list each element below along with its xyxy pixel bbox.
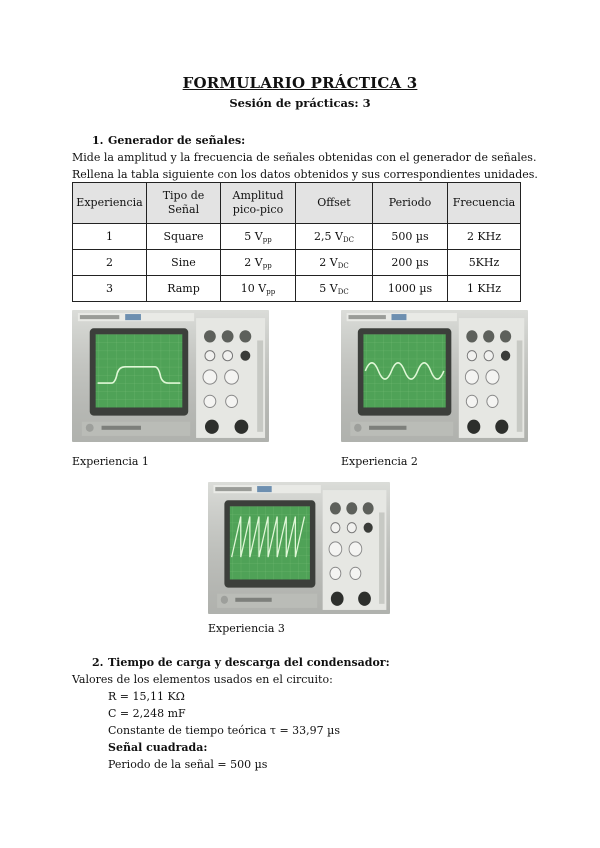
header-experiencia: Experiencia [73, 183, 147, 224]
header-amplitud: Amplitud pico-pico [221, 183, 296, 224]
oscilloscope-photo-3 [208, 482, 390, 614]
cell-exp: 3 [73, 276, 147, 302]
section-1-number: 1. [92, 134, 104, 147]
signals-table [72, 182, 521, 302]
header-offset: Offset [296, 183, 373, 224]
header-frecuencia: Frecuencia [448, 183, 521, 224]
capacitor-value: C = 2,248 mF [108, 707, 186, 720]
cell-periodo: 200 µs [373, 250, 448, 276]
header-tipo: Tipo de Señal [147, 183, 221, 224]
section-1-instruction-2: Rellena la tabla siguiente con los datos obtenidos y sus correspondientes unidades. [72, 168, 538, 181]
caption-experiencia-2: Experiencia 2 [341, 455, 418, 468]
signal-period: Periodo de la señal = 500 µs [108, 758, 268, 771]
header-periodo: Periodo [373, 183, 448, 224]
caption-experiencia-1: Experiencia 1 [72, 455, 149, 468]
cell-tipo: Ramp [147, 276, 221, 302]
cell-frecuencia: 5KHz [448, 250, 521, 276]
cell-offset: 5 $V_{DC}$ [296, 276, 373, 302]
cell-amp: 2 $V_{pp}$ [221, 250, 296, 276]
section-2-number: 2. [92, 656, 104, 669]
section-1-heading: Generador de señales: [108, 134, 246, 147]
session-subtitle: Sesión de prácticas: 3 [229, 96, 371, 110]
section-2-heading: Tiempo de carga y descarga del condensador: [108, 656, 390, 669]
cell-amp: 10 $V_{pp}$ [221, 276, 296, 302]
cell-frecuencia: 1 KHz [448, 276, 521, 302]
resistor-value: R = 15,11 KΩ [108, 690, 185, 703]
table-header-row [73, 183, 521, 224]
table-row [73, 276, 521, 302]
cell-tipo: Square [147, 224, 221, 250]
cell-tipo: Sine [147, 250, 221, 276]
oscilloscope-photo-2 [341, 310, 528, 442]
cell-amp: 5 $V_{pp}$ [221, 224, 296, 250]
table-row [73, 250, 521, 276]
cell-offset: 2 $V_{DC}$ [296, 250, 373, 276]
square-signal-heading: Señal cuadrada: [108, 741, 208, 754]
caption-experiencia-3: Experiencia 3 [208, 622, 285, 635]
cell-frecuencia: 2 KHz [448, 224, 521, 250]
cell-exp: 1 [73, 224, 147, 250]
time-constant: Constante de tiempo teórica τ = 33,97 µs [108, 724, 340, 737]
cell-periodo: 1000 µs [373, 276, 448, 302]
section-1-instruction-1: Mide la amplitud y la frecuencia de señales obtenidas con el generador de señales. [72, 151, 537, 164]
oscilloscope-photo-1 [72, 310, 269, 442]
cell-exp: 2 [73, 250, 147, 276]
page-title: FORMULARIO PRÁCTICA 3 [182, 74, 418, 92]
table-row [73, 224, 521, 250]
section-2-intro: Valores de los elementos usados en el circuito: [72, 673, 333, 686]
cell-periodo: 500 µs [373, 224, 448, 250]
cell-offset: 2,5 $V_{DC}$ [296, 224, 373, 250]
